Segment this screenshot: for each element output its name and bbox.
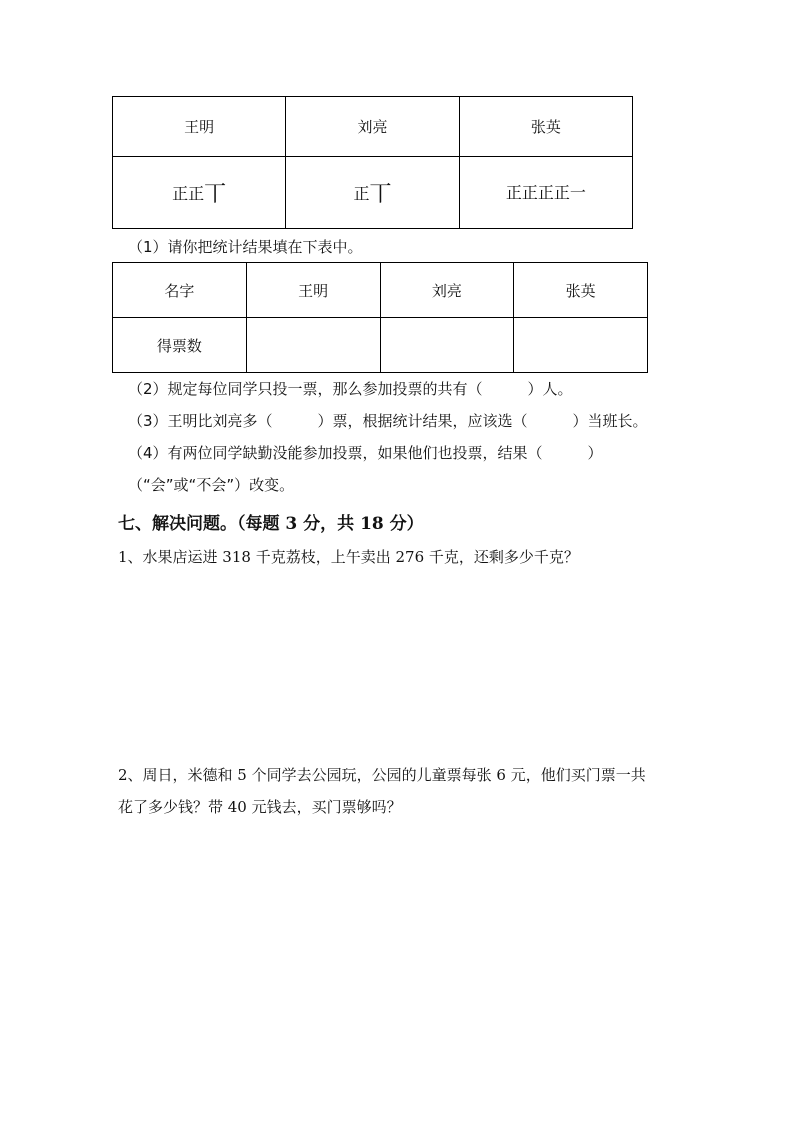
tally-marks-cell	[459, 157, 632, 229]
result-header-cell: 王明	[246, 263, 380, 318]
result-table	[112, 262, 648, 373]
result-header-cell: 张英	[514, 263, 648, 318]
question-1: （1）请你把统计结果填在下表中。	[128, 238, 363, 256]
question-3: （3）王明比刘亮多（ ）票，根据统计结果，应该选（ ）当班长。	[128, 412, 648, 430]
problem-2-line-2: 花了多少钱？带 40 元钱去，买门票够吗？	[118, 798, 402, 816]
blank-answer-cell[interactable]	[380, 318, 514, 373]
result-row-label: 得票数	[113, 318, 247, 373]
tally-partial: 丅	[204, 182, 227, 207]
blank-answer-cell[interactable]	[246, 318, 380, 373]
blank-answer-cell[interactable]	[514, 318, 648, 373]
tally-full: 正	[353, 184, 370, 203]
tally-name-cell: 张英	[459, 97, 632, 157]
tally-name-cell: 王明	[113, 97, 286, 157]
result-header-cell: 名字	[113, 263, 247, 318]
tally-marks-cell	[113, 157, 286, 229]
tally-name-cell: 刘亮	[286, 97, 459, 157]
tally-partial: 丅	[369, 182, 392, 207]
question-4-continued: （“会”或“不会”）改变。	[128, 476, 295, 494]
tally-full: 正正正正一	[505, 182, 586, 202]
tally-table	[112, 96, 633, 229]
section-heading: 七、解决问题。（每题 3 分，共 18 分）	[118, 514, 424, 534]
problem-1: 1、水果店运进 318 千克荔枝，上午卖出 276 千克，还剩多少千克？	[118, 548, 579, 566]
tally-full: 正正	[172, 184, 205, 203]
result-header-cell: 刘亮	[380, 263, 514, 318]
tally-marks-cell	[286, 157, 459, 229]
problem-2-line-1: 2、周日，米德和 5 个同学去公园玩，公园的儿童票每张 6 元，他们买门票一共	[118, 766, 646, 784]
question-2: （2）规定每位同学只投一票，那么参加投票的共有（ ）人。	[128, 380, 573, 398]
question-4: （4）有两位同学缺勤没能参加投票，如果他们也投票，结果（ ）	[128, 444, 603, 462]
